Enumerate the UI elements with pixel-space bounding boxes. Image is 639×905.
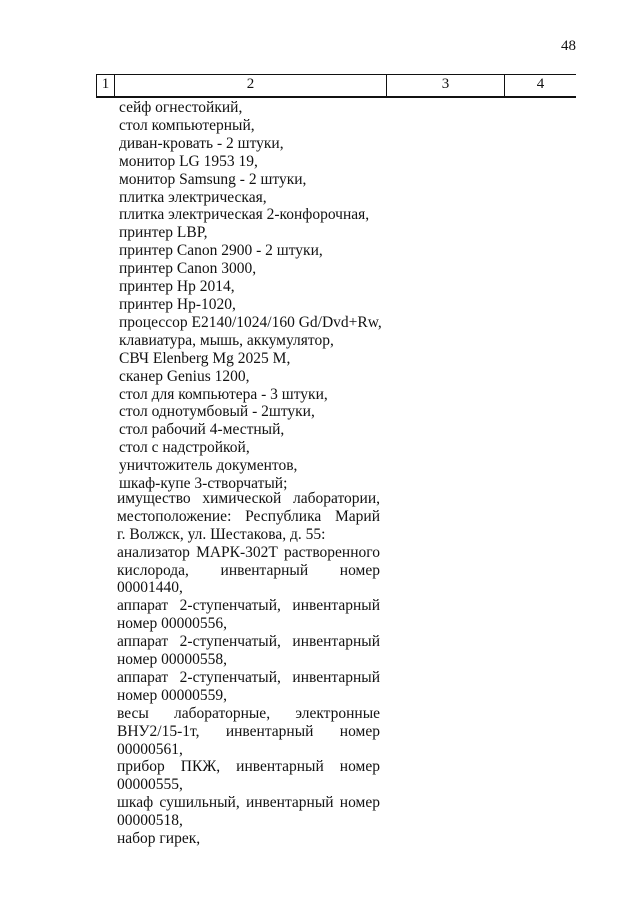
list-item: процессор E2140/1024/160 Gd/Dvd+Rw,	[119, 313, 382, 331]
list-item: стол для компьютера - 3 штуки,	[119, 385, 328, 403]
list-item: анализатор МАРК-302Т растворенного	[117, 543, 380, 561]
header-col-1: 1	[96, 75, 115, 96]
list-item: шкаф-купе 3-створчатый;	[119, 475, 288, 493]
list-item: номер 00000558,	[117, 651, 227, 669]
list-item: принтер Canon 3000,	[119, 260, 257, 278]
list-item: прибор ПКЖ, инвентарный номер	[117, 758, 380, 776]
list-item: клавиатура, мышь, аккумулятор,	[119, 331, 334, 349]
list-item: аппарат 2-ступенчатый, инвентарный	[117, 597, 380, 615]
equipment-list-office	[119, 99, 389, 493]
list-item: сканер Genius 1200,	[119, 367, 250, 385]
equipment-list-laboratory	[117, 490, 380, 848]
table-header-row	[96, 74, 576, 98]
list-item: монитор Samsung - 2 штуки,	[119, 170, 307, 188]
list-item: г. Волжск, ул. Шестакова, д. 55:	[117, 525, 326, 543]
list-item: монитор LG 1953 19,	[119, 152, 258, 170]
list-item: плитка электрическая 2-конфорочная,	[119, 206, 370, 224]
list-item: стол компьютерный,	[119, 116, 255, 134]
list-item: стол с надстройкой,	[119, 439, 250, 457]
list-item: шкаф сушильный, инвентарный номер	[117, 794, 380, 812]
list-item: аппарат 2-ступенчатый, инвентарный	[117, 633, 380, 651]
list-item: СВЧ Elenberg Mg 2025 M,	[119, 349, 291, 367]
list-item: набор гирек,	[117, 830, 201, 848]
list-item: стол рабочий 4-местный,	[119, 421, 285, 439]
list-item: номер 00000559,	[117, 686, 227, 704]
list-item: 00000518,	[117, 812, 183, 830]
list-item: номер 00000556,	[117, 615, 227, 633]
list-item: уничтожитель документов,	[119, 457, 298, 475]
list-item: сейф огнестойкий,	[119, 99, 243, 116]
header-col-4: 4	[536, 76, 545, 92]
header-col-3: 3	[387, 75, 505, 96]
list-item: 00000555,	[117, 776, 183, 794]
list-item: имущество химической лаборатории,	[117, 490, 380, 507]
list-item: принтер Hp-1020,	[119, 295, 236, 313]
list-item: кислорода, инвентарный номер	[117, 561, 380, 579]
list-item: местоположение: Республика Марий	[117, 507, 380, 525]
list-item: ВНУ2/15-1т, инвентарный номер	[117, 722, 380, 740]
list-item: принтер Canon 2900 - 2 штуки,	[119, 242, 323, 260]
list-item: 00001440,	[117, 579, 183, 597]
list-item: принтер Hp 2014,	[119, 278, 235, 296]
list-item: стол однотумбовый - 2штуки,	[119, 403, 315, 421]
list-item: диван-кровать - 2 штуки,	[119, 134, 284, 152]
header-col-2: 2	[115, 75, 387, 96]
list-item: 00000561,	[117, 740, 183, 758]
list-item: аппарат 2-ступенчатый, инвентарный	[117, 668, 380, 686]
list-item: весы лабораторные, электронные	[117, 704, 380, 722]
list-item: плитка электрическая,	[119, 188, 267, 206]
page-number: 48	[561, 38, 576, 54]
list-item: принтер LBP,	[119, 224, 208, 242]
